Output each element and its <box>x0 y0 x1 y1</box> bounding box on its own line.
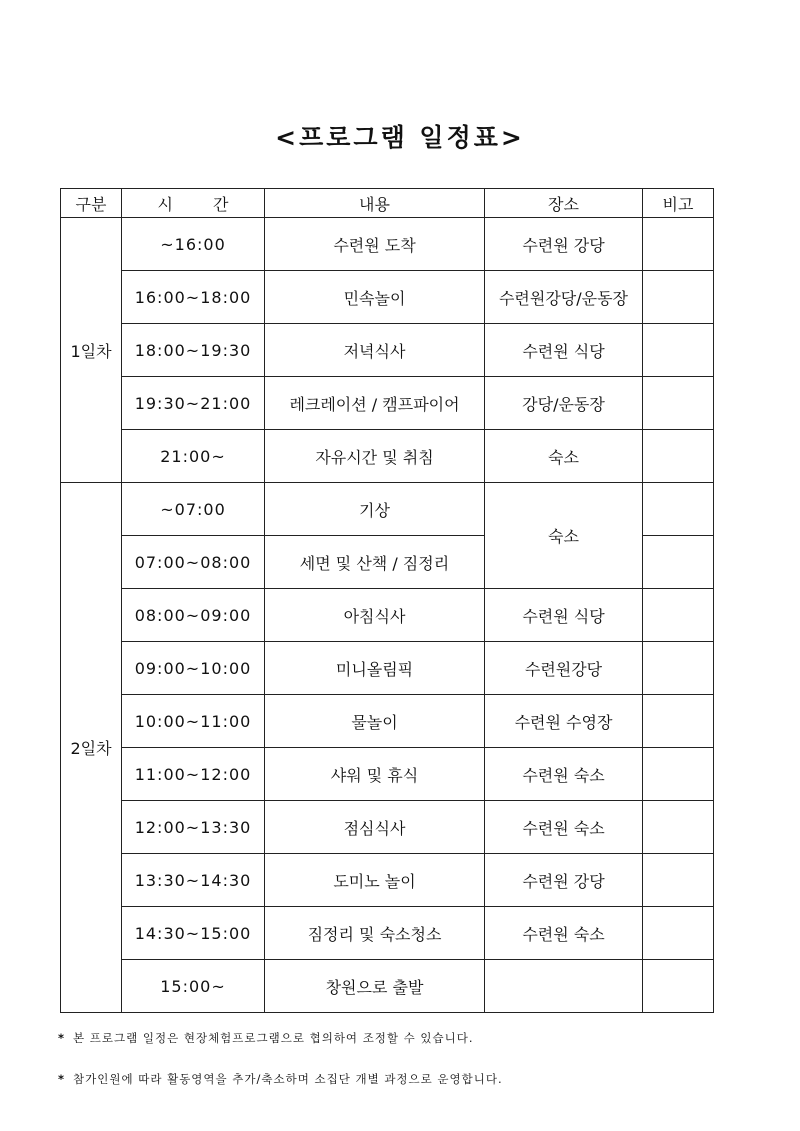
table-row <box>61 483 714 536</box>
header-note: 비고 <box>643 189 714 218</box>
note-cell <box>643 271 714 324</box>
content-cell: 민속놀이 <box>265 271 485 324</box>
place-cell: 수련원 강당 <box>485 218 643 271</box>
note-cell <box>643 324 714 377</box>
footnote <box>58 1030 758 1046</box>
header-time-part-1: 시 <box>157 194 173 214</box>
header-time-part-2: 간 <box>213 194 229 214</box>
time-cell: 19:30~21:00 <box>122 377 265 430</box>
note-cell <box>643 430 714 483</box>
place-cell: 수련원강당/운동장 <box>485 271 643 324</box>
time-cell: 14:30~15:00 <box>122 907 265 960</box>
table-row <box>61 695 714 748</box>
time-cell: 11:00~12:00 <box>122 748 265 801</box>
time-cell: 08:00~09:00 <box>122 589 265 642</box>
time-cell: 10:00~11:00 <box>122 695 265 748</box>
note-cell <box>643 218 714 271</box>
footnote-bullet: * <box>58 1072 66 1086</box>
document-title: <프로그램 일정표> <box>275 123 525 152</box>
time-cell: 12:00~13:30 <box>122 801 265 854</box>
header-content: 내용 <box>265 189 485 218</box>
content-cell: 창원으로 출발 <box>265 960 485 1013</box>
content-cell: 자유시간 및 취침 <box>265 430 485 483</box>
note-cell <box>643 377 714 430</box>
schedule-table <box>60 188 714 1013</box>
place-cell: 수련원 강당 <box>485 854 643 907</box>
place-cell: 숙소 <box>485 483 643 589</box>
content-cell: 점심식사 <box>265 801 485 854</box>
content-cell: 물놀이 <box>265 695 485 748</box>
time-cell: 18:00~19:30 <box>122 324 265 377</box>
table-row <box>61 377 714 430</box>
place-cell: 숙소 <box>485 430 643 483</box>
time-cell: 13:30~14:30 <box>122 854 265 907</box>
note-cell <box>643 536 714 589</box>
table-row <box>61 271 714 324</box>
note-cell <box>643 589 714 642</box>
content-cell: 샤워 및 휴식 <box>265 748 485 801</box>
table-row <box>61 218 714 271</box>
table-row <box>61 960 714 1013</box>
note-cell <box>643 854 714 907</box>
note-cell <box>643 907 714 960</box>
time-cell: 16:00~18:00 <box>122 271 265 324</box>
place-cell: 수련원 식당 <box>485 324 643 377</box>
footnote-text: 참가인원에 따라 활동영역을 추가/축소하며 소집단 개별 과정으로 운영합니다. <box>73 1072 503 1086</box>
time-cell: 21:00~ <box>122 430 265 483</box>
table-row <box>61 907 714 960</box>
place-cell: 수련원 수영장 <box>485 695 643 748</box>
content-cell: 도미노 놀이 <box>265 854 485 907</box>
footnote-text: 본 프로그램 일정은 현장체험프로그램으로 협의하여 조정할 수 있습니다. <box>73 1031 474 1045</box>
note-cell <box>643 695 714 748</box>
content-cell: 미니올림픽 <box>265 642 485 695</box>
content-cell: 아침식사 <box>265 589 485 642</box>
note-cell <box>643 748 714 801</box>
place-cell: 수련원 숙소 <box>485 907 643 960</box>
note-cell <box>643 642 714 695</box>
header-place: 장소 <box>485 189 643 218</box>
header-time <box>122 189 265 218</box>
content-cell: 레크레이션 / 캠프파이어 <box>265 377 485 430</box>
table-header-row <box>61 189 714 218</box>
time-cell: 09:00~10:00 <box>122 642 265 695</box>
time-cell: ~16:00 <box>122 218 265 271</box>
table-row <box>61 748 714 801</box>
day-label: 2일차 <box>61 483 122 1013</box>
note-cell <box>643 483 714 536</box>
table-row <box>61 801 714 854</box>
place-cell: 수련원 숙소 <box>485 801 643 854</box>
table-row <box>61 642 714 695</box>
place-cell <box>485 960 643 1013</box>
time-cell: ~07:00 <box>122 483 265 536</box>
content-cell: 수련원 도착 <box>265 218 485 271</box>
content-cell: 저녁식사 <box>265 324 485 377</box>
content-cell: 기상 <box>265 483 485 536</box>
footnotes <box>58 1030 758 1112</box>
footnote-bullet: * <box>58 1031 66 1045</box>
header-day: 구분 <box>61 189 122 218</box>
place-cell: 수련원 식당 <box>485 589 643 642</box>
place-cell: 강당/운동장 <box>485 377 643 430</box>
footnote <box>58 1071 758 1087</box>
place-cell: 수련원 숙소 <box>485 748 643 801</box>
content-cell: 짐정리 및 숙소청소 <box>265 907 485 960</box>
time-cell: 15:00~ <box>122 960 265 1013</box>
content-cell: 세면 및 산책 / 짐정리 <box>265 536 485 589</box>
table-row <box>61 430 714 483</box>
day-label: 1일차 <box>61 218 122 483</box>
note-cell <box>643 801 714 854</box>
time-cell: 07:00~08:00 <box>122 536 265 589</box>
place-cell: 수련원강당 <box>485 642 643 695</box>
table-row <box>61 854 714 907</box>
note-cell <box>643 960 714 1013</box>
table-row <box>61 324 714 377</box>
table-row <box>61 589 714 642</box>
